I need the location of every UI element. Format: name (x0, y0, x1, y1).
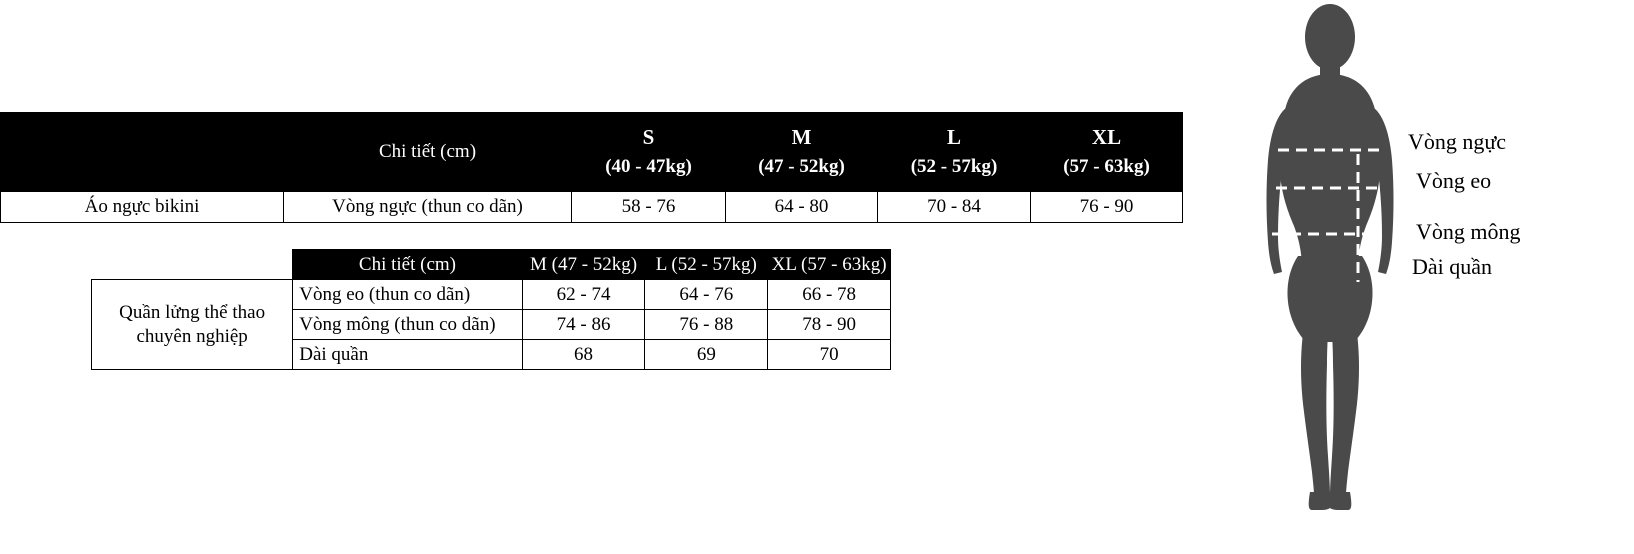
bikini-size-table (0, 112, 1183, 223)
label-length: Dài quần (1412, 254, 1493, 279)
measure-name-length: Dài quần (293, 340, 522, 370)
measure-name-waist: Vòng eo (thun co dãn) (293, 280, 522, 310)
measure-name-hip: Vòng mông (thun co dãn) (293, 310, 522, 340)
size-weight-l: (52 - 57kg) (910, 156, 998, 177)
table-header-row (92, 250, 891, 280)
value-waist-m: 62 - 74 (522, 280, 645, 310)
value-bust-xl: 76 - 90 (1031, 192, 1183, 223)
female-body-silhouette-icon (1230, 4, 1430, 514)
header-size-l: L (52 - 57kg) (645, 250, 768, 280)
table-row (1, 192, 1183, 223)
header-size-m: M (47 - 52kg) (522, 250, 645, 280)
value-hip-m: 74 - 86 (522, 310, 645, 340)
measure-name-bust: Vòng ngực (thun co dãn) (284, 192, 572, 223)
table-row (92, 280, 891, 310)
value-bust-l: 70 - 84 (878, 192, 1031, 223)
size-name-l: L (946, 125, 961, 149)
header-spacer (92, 250, 293, 280)
size-weight-m: (47 - 52kg) (758, 156, 845, 177)
label-waist: Vòng eo (1416, 168, 1492, 193)
header-detail: Chi tiết (cm) (293, 250, 522, 280)
measurement-figure-panel (1230, 0, 1634, 554)
header-spacer (1, 113, 284, 192)
product-name-leggings (92, 280, 293, 370)
size-name-m: M (791, 125, 812, 149)
value-length-m: 68 (522, 340, 645, 370)
header-size-xl (1031, 113, 1183, 192)
value-length-l: 69 (645, 340, 768, 370)
table-header-row (1, 113, 1183, 192)
label-hip: Vòng mông (1416, 219, 1521, 244)
value-bust-s: 58 - 76 (572, 192, 726, 223)
header-size-s (572, 113, 726, 192)
size-weight-xl: (57 - 63kg) (1063, 156, 1150, 177)
value-length-xl: 70 (768, 340, 891, 370)
leggings-size-table (91, 249, 891, 370)
value-waist-xl: 66 - 78 (768, 280, 891, 310)
product-name-line2: chuyên nghiệp (136, 325, 248, 347)
size-name-s: S (642, 125, 655, 149)
value-bust-m: 64 - 80 (726, 192, 878, 223)
value-hip-xl: 78 - 90 (768, 310, 891, 340)
header-detail: Chi tiết (cm) (284, 113, 572, 192)
label-bust: Vòng ngực (1408, 129, 1507, 154)
header-size-xl: XL (57 - 63kg) (768, 250, 891, 280)
header-size-l (878, 113, 1031, 192)
product-name-line1: Quần lửng thể thao (119, 301, 266, 323)
product-name-bikini: Áo ngực bikini (1, 192, 284, 223)
value-waist-l: 64 - 76 (645, 280, 768, 310)
size-name-xl: XL (1091, 125, 1122, 149)
value-hip-l: 76 - 88 (645, 310, 768, 340)
size-weight-s: (40 - 47kg) (605, 156, 692, 177)
header-size-m (726, 113, 878, 192)
